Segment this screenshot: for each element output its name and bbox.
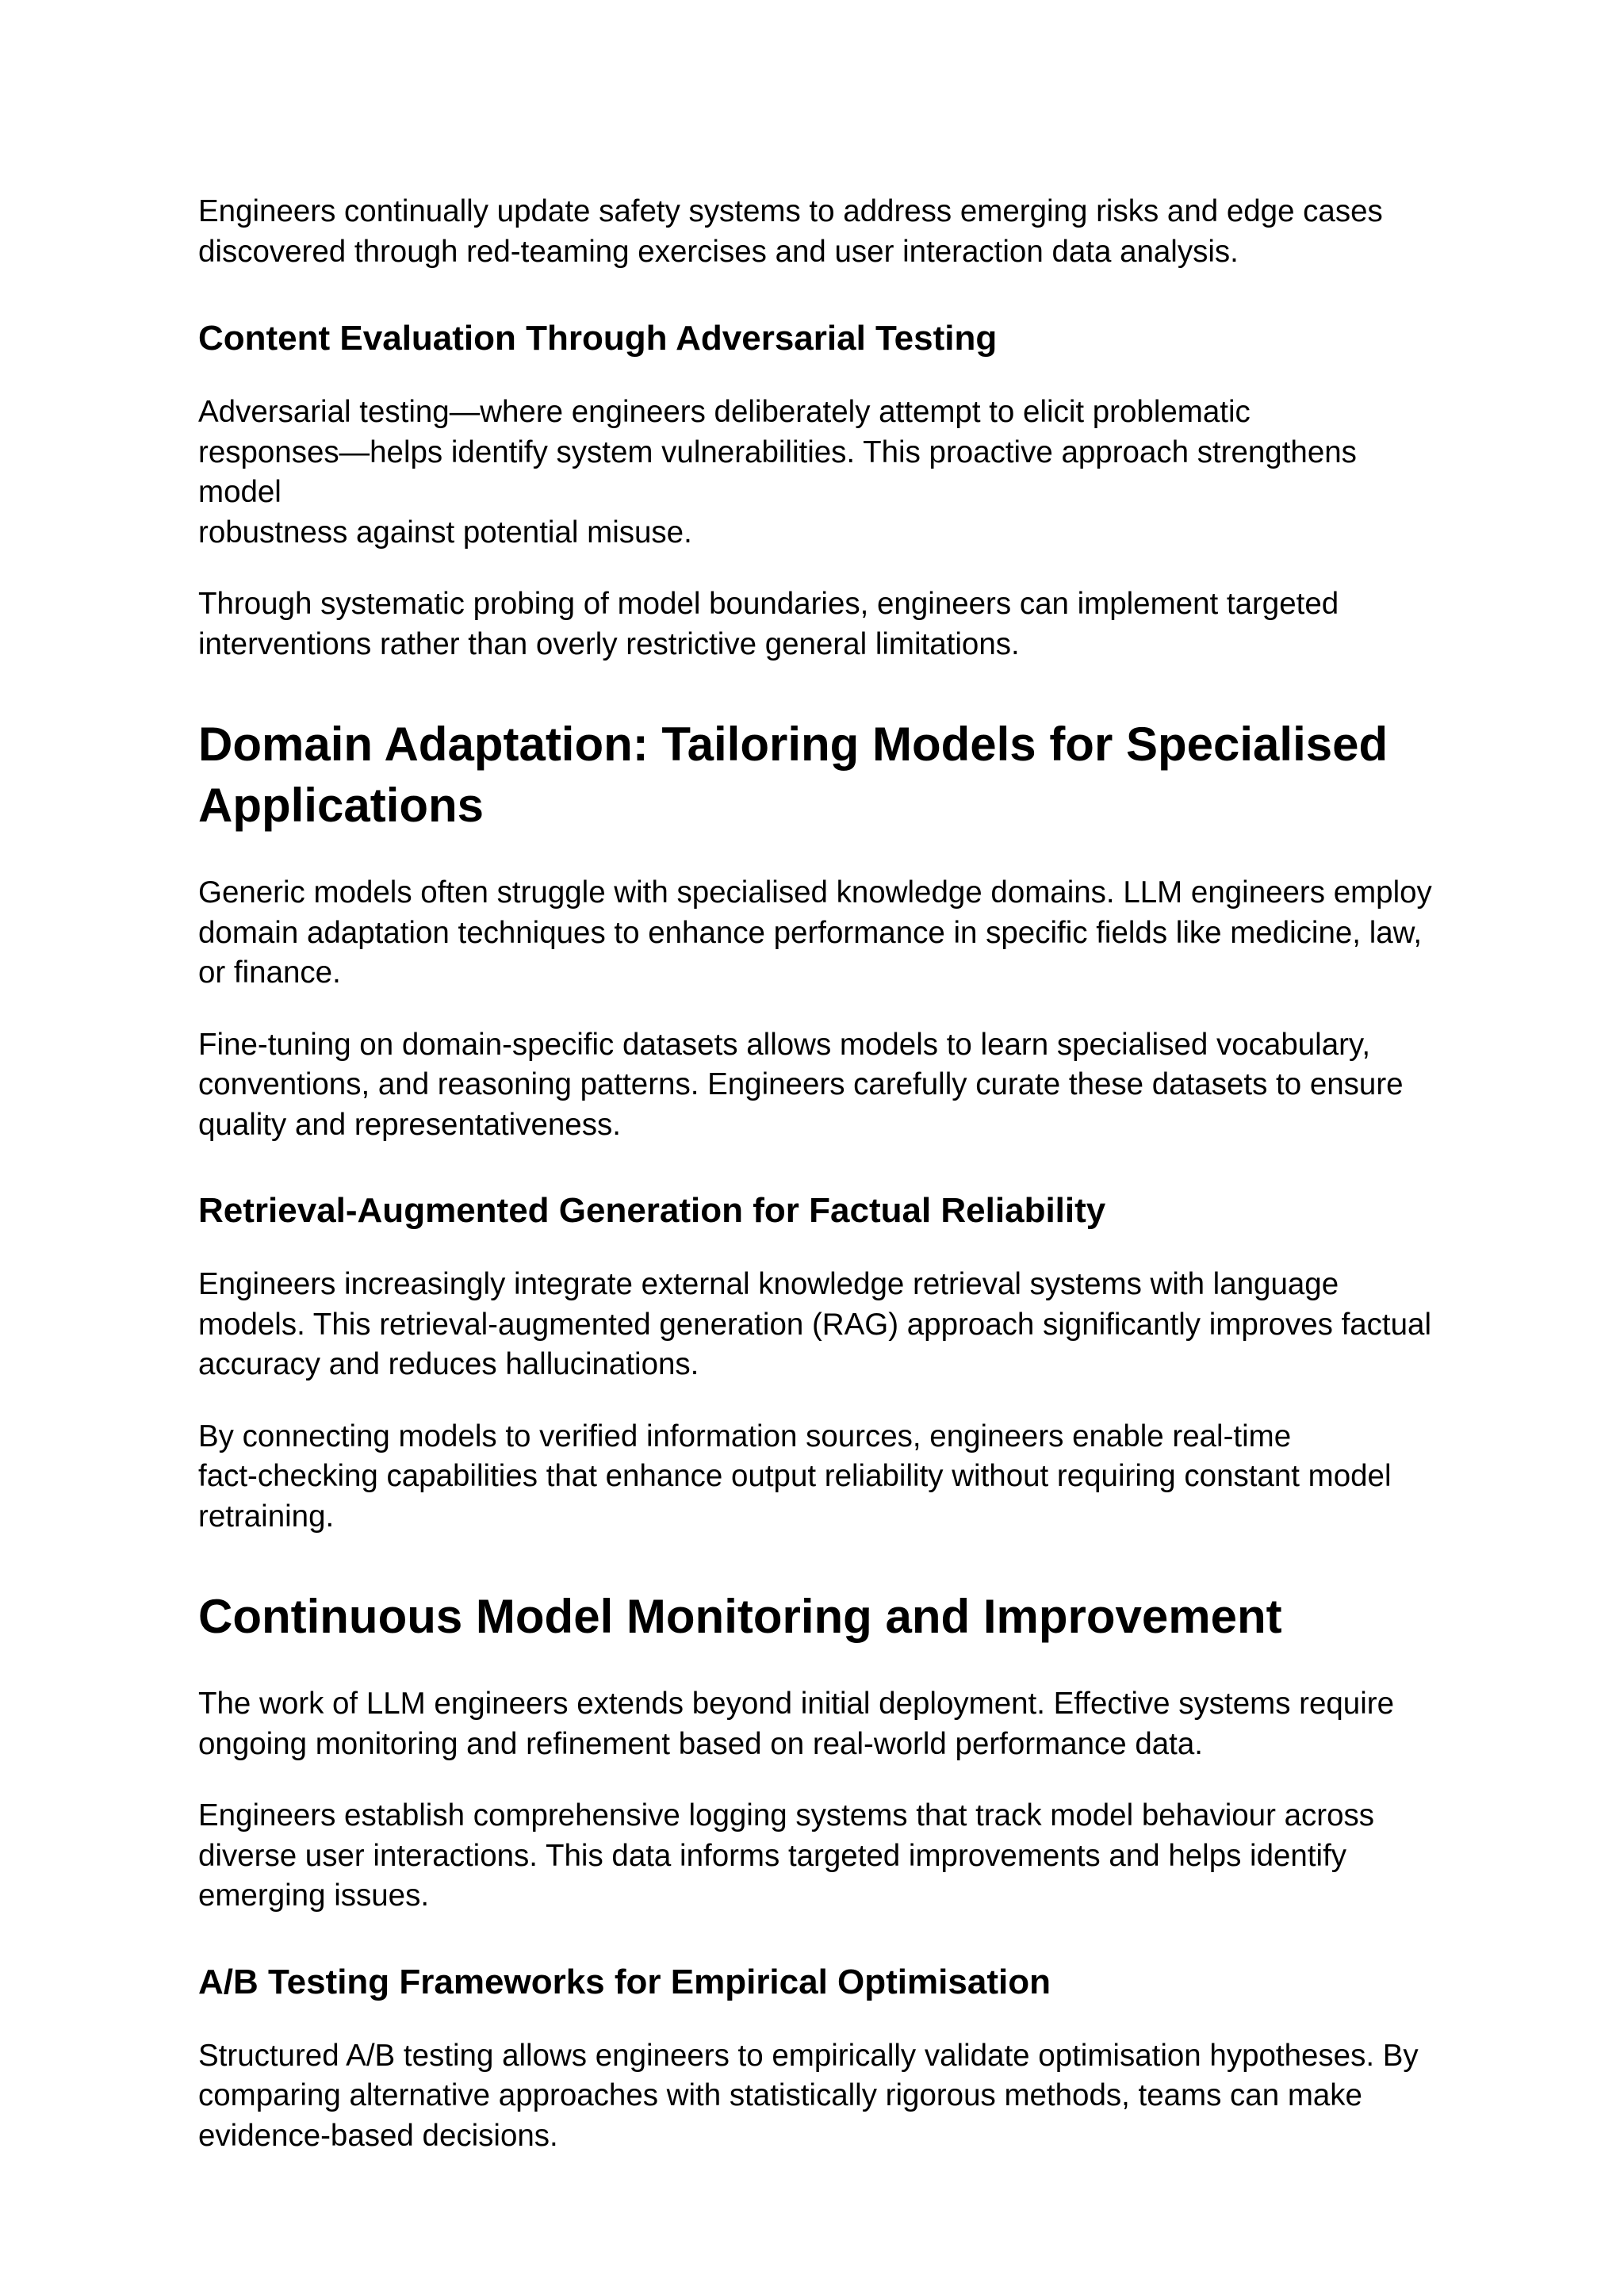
heading-ab-testing: A/B Testing Frameworks for Empirical Optimisation	[198, 1962, 1051, 2001]
paragraph-verified-sources: By connecting models to verified information sources, engineers enable real-time fact-checking capabilities that enhance output reliability without requiring constant model retraining.	[198, 1419, 1392, 1534]
heading-continuous-monitoring: Continuous Model Monitoring and Improvement	[198, 1590, 1282, 1643]
paragraph-systematic-probing: Through systematic probing of model boundaries, engineers can implement targeted interventions rather than overly restrictive general limitations.	[198, 587, 1339, 661]
paragraph-beyond-deployment: The work of LLM engineers extends beyond initial deployment. Effective systems require ongoing monitoring and refinement based on real-world performance data.	[198, 1687, 1394, 1761]
document-page	[198, 192, 1443, 2156]
heading-domain-adaptation: Domain Adaptation: Tailoring Models for Specialised Applications	[198, 718, 1388, 832]
heading-rag: Retrieval-Augmented Generation for Factual Reliability	[198, 1191, 1106, 1230]
paragraph-rag-integration: Engineers increasingly integrate external knowledge retrieval systems with language models. This retrieval-augmented generation (RAG) approach significantly improves factual accuracy and reduces hallucinations.	[198, 1267, 1432, 1381]
paragraph-generic-models: Generic models often struggle with specialised knowledge domains. LLM engineers employ domain adaptation techniques to enhance performance in specific fields like medicine, law, or finance.	[198, 875, 1432, 990]
paragraph-safety-updates: Engineers continually update safety systems to address emerging risks and edge cases discovered through red-teaming exercises and user interaction data analysis.	[198, 194, 1383, 269]
paragraph-logging-systems: Engineers establish comprehensive logging systems that track model behaviour across diverse user interactions. This data informs targeted improvements and helps identify emerging issues.	[198, 1798, 1375, 1913]
heading-adversarial-testing: Content Evaluation Through Adversarial Testing	[198, 319, 998, 358]
paragraph-fine-tuning: Fine-tuning on domain-specific datasets allows models to learn specialised vocabulary, conventions, and reasoning patterns. Engineers carefully curate these datasets to ensure quality and representativeness.	[198, 1027, 1404, 1142]
paragraph-ab-testing: Structured A/B testing allows engineers to empirically validate optimisation hypotheses. By comparing alternative approaches with statistically rigorous methods, teams can make evidence-based decisions.	[198, 2038, 1419, 2153]
paragraph-adversarial-testing: Adversarial testing—where engineers deliberately attempt to elicit problematic responses—helps identify system vulnerabilities. This proactive approach strengthens model robustness against potential misuse.	[198, 395, 1357, 550]
